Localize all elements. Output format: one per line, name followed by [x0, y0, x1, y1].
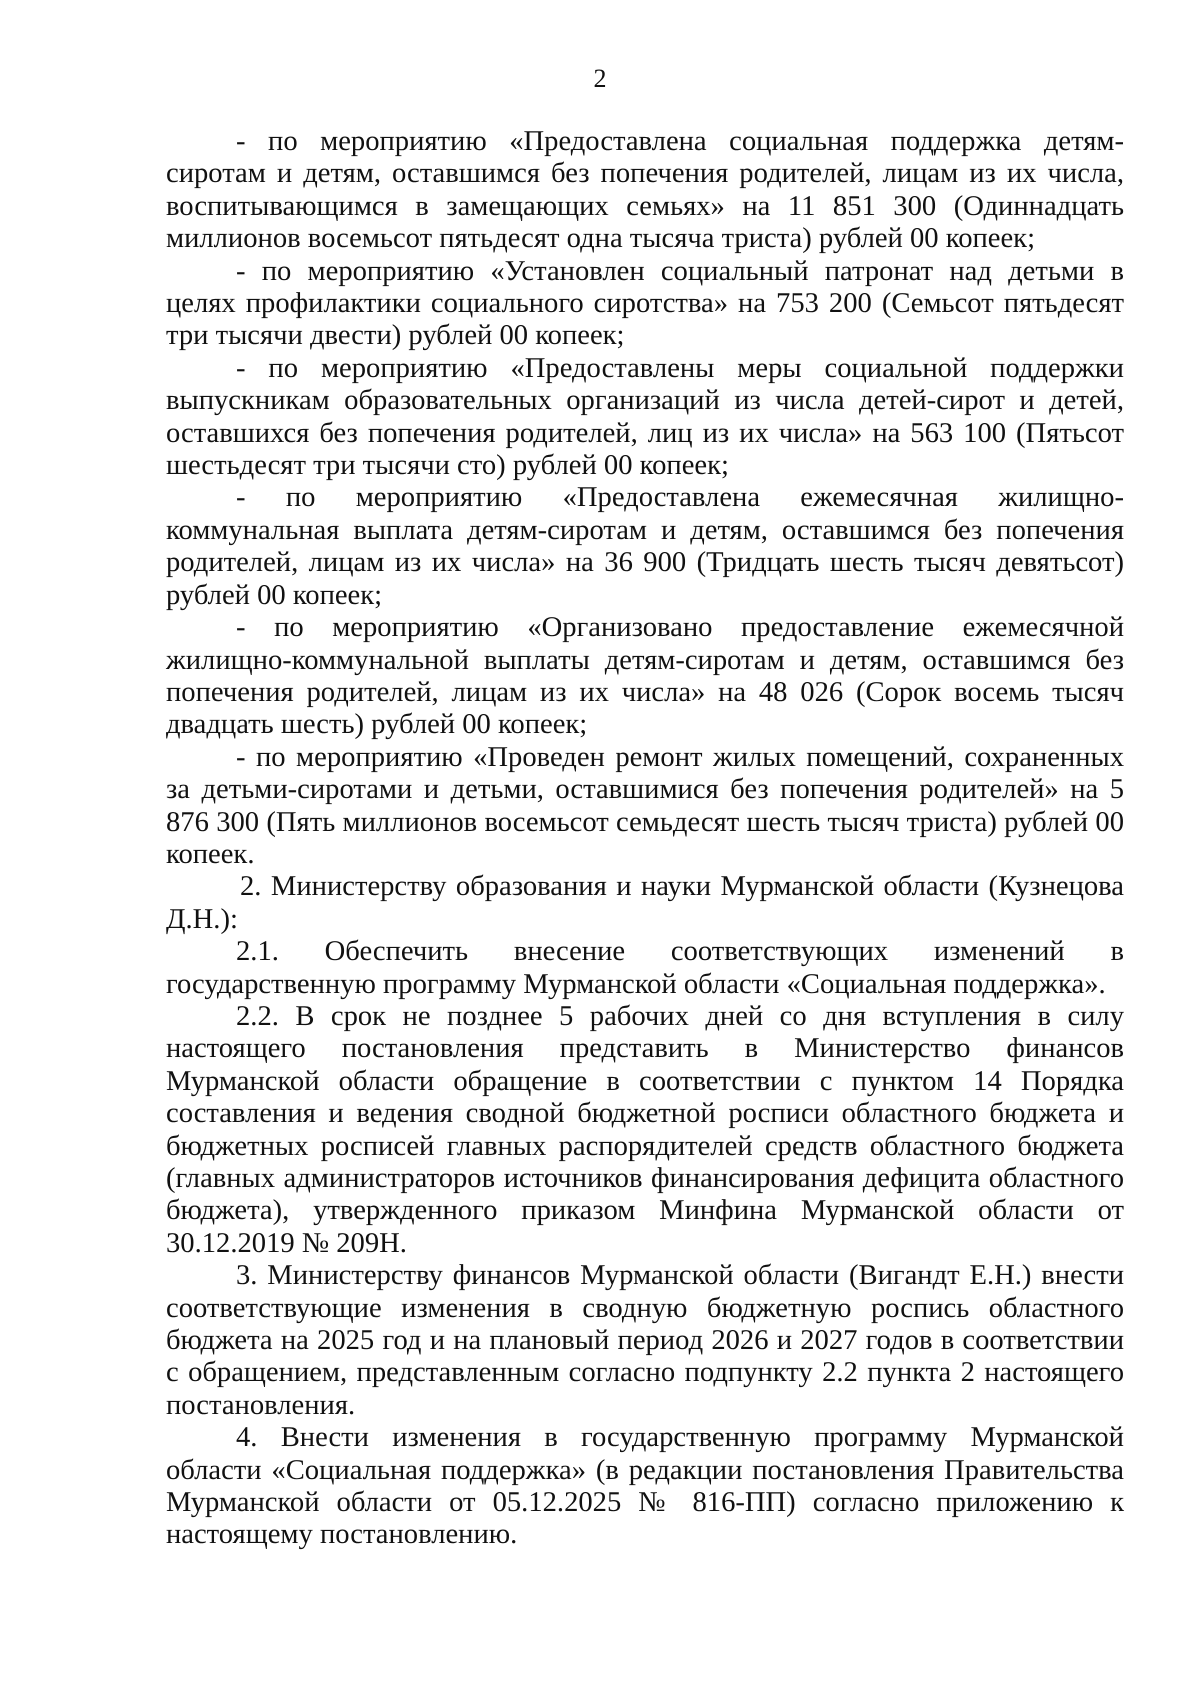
paragraph-item-2-2: 2.2. В срок не позднее 5 рабочих дней со дня вступления в силу настоящего постановления представить в Министерство финансов Мурманской области обращение в соответствии с пунктом 14 Порядка составления и ведения сводной бюджетной росписи областного бюджета и бюджетных росписей главных распорядителей средств областного бюджета (главных администраторов источников финансирования дефицита областного бюджета), утвержденного приказом Минфина Мурманской области от 30.12.2019 № 209Н.	[166, 1000, 1124, 1259]
paragraph-measure-housing-repair: - по мероприятию «Проведен ремонт жилых помещений, сохраненных за детьми-сиротами и детьми, оставшимися без попечения родителей» на 5 876 300 (Пять миллионов восемьсот семьдесят шесть тысяч триста) рублей 00 копеек.	[166, 741, 1124, 870]
document-body	[166, 126, 1124, 1552]
paragraph-measure-social-patronage: - по мероприятию «Установлен социальный патронат над детьми в целях профилактики социального сиротства» на 753 200 (Семьсот пятьдесят три тысячи двести) рублей 00 копеек;	[166, 255, 1124, 352]
paragraph-item-4: 4. Внести изменения в государственную программу Мурманской области «Социальная поддержка» (в редакции постановления Правительства Мурманской области от 05.12.2025 № 816-ПП) согласно приложению к настоящему постановлению.	[166, 1422, 1124, 1551]
paragraph-item-2: 2. Министерству образования и науки Мурманской области (Кузнецова Д.Н.):	[166, 871, 1124, 935]
paragraph-item-3: 3. Министерству финансов Мурманской области (Вигандт Е.Н.) внести соответствующие изменения в сводную бюджетную роспись областного бюджета на 2025 год и на плановый период 2026 и 2027 годов в соответствии с обращением, представленным согласно подпункту 2.2 пункта 2 настоящего постановления.	[166, 1260, 1124, 1421]
page-number: 2	[593, 64, 607, 93]
paragraph-measure-housing-payment-organized: - по мероприятию «Организовано предоставление ежемесячной жилищно-коммунальной выплаты детям-сиротам и детям, оставшимся без попечения родителей, лицам из их числа» на 48 026 (Сорок восемь тысяч двадцать шесть) рублей 00 копеек;	[166, 612, 1124, 741]
paragraph-measure-orphans-support: - по мероприятию «Предоставлена социальная поддержка детям-сиротам и детям, оставшимся без попечения родителей, лицам из их числа, воспитывающимся в замещающих семьях» на 11 851 300 (Одиннадцать миллионов восемьсот пятьдесят одна тысяча триста) рублей 00 копеек;	[166, 126, 1124, 255]
paragraph-measure-graduates-support: - по мероприятию «Предоставлены меры социальной поддержки выпускникам образовательных организаций из числа детей-сирот и детей, оставшихся без попечения родителей, лиц из их числа» на 563 100 (Пятьсот шестьдесят три тысячи сто) рублей 00 копеек;	[166, 352, 1124, 482]
paragraph-measure-housing-payment: - по мероприятию «Предоставлена ежемесячная жилищно-коммунальная выплата детям-сиротам и детям, оставшимся без попечения родителей, лицам из их числа» на 36 900 (Тридцать шесть тысяч девятьсот) рублей 00 копеек;	[166, 482, 1124, 611]
paragraph-item-2-1: 2.1. Обеспечить внесение соответствующих изменений в государственную программу Мурманской области «Социальная поддержка».	[166, 936, 1124, 1000]
